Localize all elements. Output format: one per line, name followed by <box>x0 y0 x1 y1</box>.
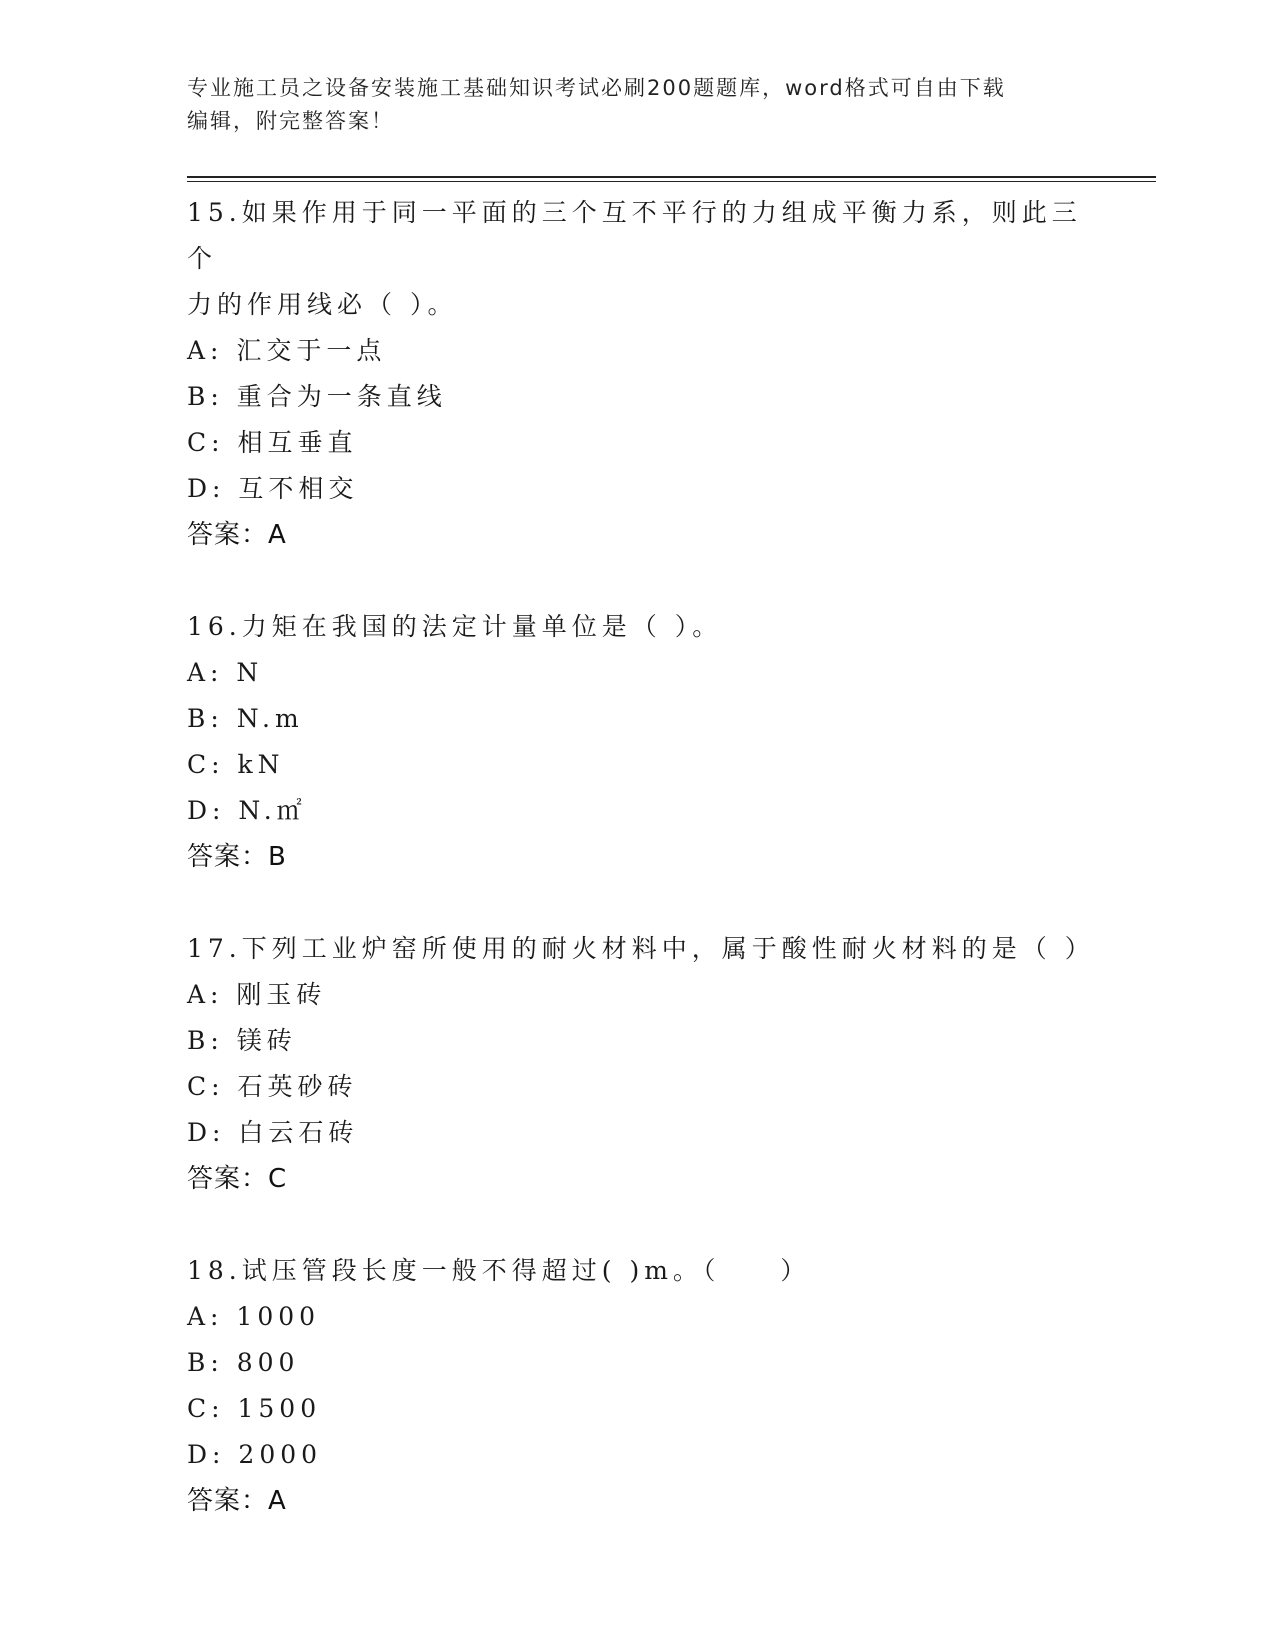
answer: 答案：C <box>187 1164 288 1194</box>
header-line-2: 编辑，附完整答案！ <box>187 109 394 133</box>
option-d: D: 白云石砖 <box>187 1118 359 1147</box>
header-divider-thin <box>187 181 1156 182</box>
option-b: B: N.m <box>187 704 304 733</box>
option-a: A: 汇交于一点 <box>187 336 387 365</box>
option-a: A: 1000 <box>187 1302 321 1331</box>
option-c: C: 相互垂直 <box>187 428 358 457</box>
question-18 <box>187 1248 1087 1524</box>
answer: 答案：B <box>187 842 287 872</box>
question-stem-line: 18.试压管段长度一般不得超过( )m。（ ） <box>187 1256 811 1285</box>
question-stem-line: 力的作用线必（ ）。 <box>187 290 458 319</box>
question-stem-line: 16.力矩在我国的法定计量单位是（ ）。 <box>187 612 723 641</box>
question-17 <box>187 926 1095 1202</box>
header-divider-thick <box>187 176 1156 178</box>
option-c: C: 石英砂砖 <box>187 1072 358 1101</box>
option-b: B: 800 <box>187 1348 300 1377</box>
question-stem-line: 15.如果作用于同一平面的三个互不平行的力组成平衡力系，则此三个 <box>187 198 1082 273</box>
option-d: D: N.㎡ <box>187 796 307 825</box>
answer: 答案：A <box>187 1486 287 1516</box>
option-c: C: kN <box>187 750 285 779</box>
option-a: A: N <box>187 658 264 687</box>
question-stem-line: 17.下列工业炉窑所使用的耐火材料中，属于酸性耐火材料的是（ ） <box>187 934 1095 963</box>
question-list <box>187 190 1095 1570</box>
option-c: C: 1500 <box>187 1394 322 1423</box>
question-15 <box>187 190 1087 558</box>
option-d: D: 互不相交 <box>187 474 359 503</box>
question-16 <box>187 604 1087 880</box>
option-b: B: 重合为一条直线 <box>187 382 447 411</box>
option-b: B: 镁砖 <box>187 1026 297 1055</box>
answer: 答案：A <box>187 520 287 550</box>
option-a: A: 刚玉砖 <box>187 980 327 1009</box>
document-header <box>187 72 1087 138</box>
header-line-1: 专业施工员之设备安装施工基础知识考试必刷200题题库，word格式可自由下载 <box>187 76 1006 100</box>
option-d: D: 2000 <box>187 1440 323 1469</box>
